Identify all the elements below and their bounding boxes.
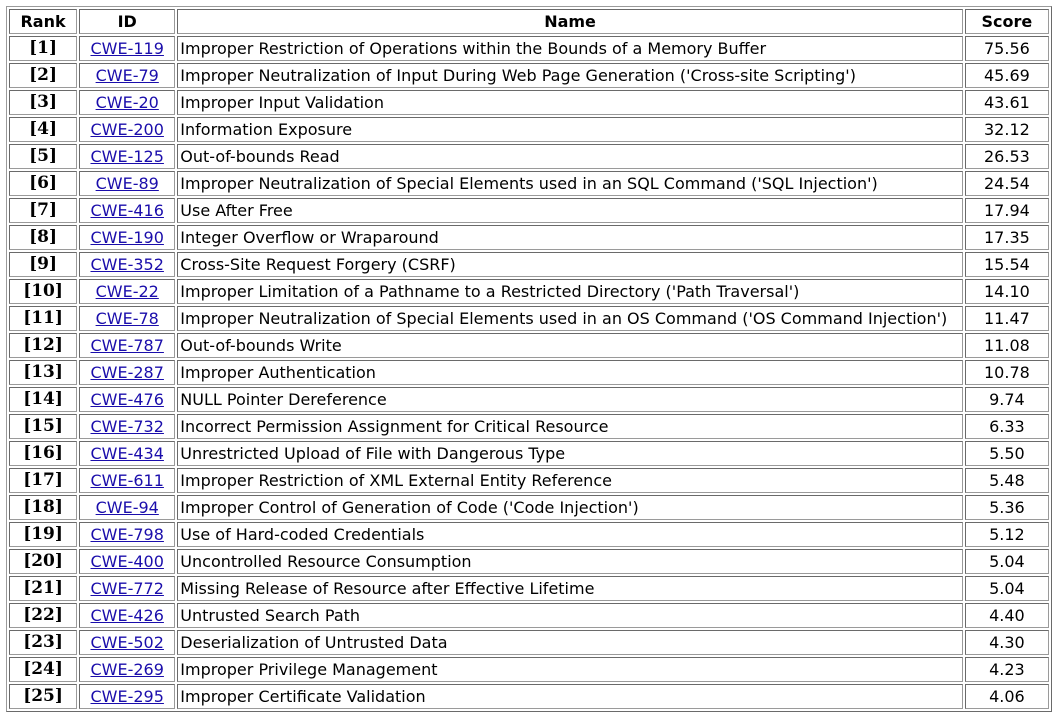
name-cell: Improper Input Validation: [177, 90, 963, 115]
id-cell: [79, 36, 175, 61]
id-cell: [79, 279, 175, 304]
table-row: [9, 306, 1049, 331]
table-row: [9, 414, 1049, 439]
table-row: [9, 171, 1049, 196]
score-cell: 11.47: [965, 306, 1049, 331]
id-cell: [79, 63, 175, 88]
table-row: [9, 630, 1049, 655]
header-row: [9, 9, 1049, 34]
cwe-id-link[interactable]: CWE-400: [90, 552, 164, 571]
score-cell: 32.12: [965, 117, 1049, 142]
rank-cell: [4]: [9, 117, 77, 142]
cwe-id-link[interactable]: CWE-416: [90, 201, 164, 220]
table-row: [9, 603, 1049, 628]
table-row: [9, 522, 1049, 547]
name-cell: Deserialization of Untrusted Data: [177, 630, 963, 655]
cwe-id-link[interactable]: CWE-732: [90, 417, 164, 436]
rank-cell: [21]: [9, 576, 77, 601]
name-cell: Out-of-bounds Write: [177, 333, 963, 358]
score-cell: 45.69: [965, 63, 1049, 88]
id-cell: [79, 225, 175, 250]
id-cell: [79, 522, 175, 547]
name-cell: Improper Neutralization of Input During Web Page Generation ('Cross-site Scripting'): [177, 63, 963, 88]
table-row: [9, 549, 1049, 574]
rank-cell: [17]: [9, 468, 77, 493]
id-cell: [79, 468, 175, 493]
score-cell: 10.78: [965, 360, 1049, 385]
id-cell: [79, 144, 175, 169]
table-row: [9, 576, 1049, 601]
name-cell: Improper Restriction of Operations within the Bounds of a Memory Buffer: [177, 36, 963, 61]
table-row: [9, 90, 1049, 115]
cwe-id-link[interactable]: CWE-269: [90, 660, 164, 679]
id-cell: [79, 414, 175, 439]
cwe-id-link[interactable]: CWE-611: [90, 471, 164, 490]
cwe-id-link[interactable]: CWE-20: [95, 93, 159, 112]
id-cell: [79, 576, 175, 601]
name-cell: Missing Release of Resource after Effective Lifetime: [177, 576, 963, 601]
id-cell: [79, 441, 175, 466]
cwe-id-link[interactable]: CWE-798: [90, 525, 164, 544]
rank-cell: [13]: [9, 360, 77, 385]
cwe-id-link[interactable]: CWE-125: [90, 147, 164, 166]
rank-cell: [16]: [9, 441, 77, 466]
header-id: ID: [79, 9, 175, 34]
table-row: [9, 117, 1049, 142]
cwe-id-link[interactable]: CWE-22: [95, 282, 159, 301]
rank-cell: [8]: [9, 225, 77, 250]
name-cell: Use of Hard-coded Credentials: [177, 522, 963, 547]
id-cell: [79, 495, 175, 520]
score-cell: 15.54: [965, 252, 1049, 277]
name-cell: Out-of-bounds Read: [177, 144, 963, 169]
cwe-id-link[interactable]: CWE-78: [95, 309, 159, 328]
table-row: [9, 387, 1049, 412]
id-cell: [79, 117, 175, 142]
table-row: [9, 63, 1049, 88]
header-name: Name: [177, 9, 963, 34]
name-cell: Improper Limitation of a Pathname to a Restricted Directory ('Path Traversal'): [177, 279, 963, 304]
score-cell: 4.06: [965, 684, 1049, 709]
rank-cell: [20]: [9, 549, 77, 574]
rank-cell: [2]: [9, 63, 77, 88]
header-score: Score: [965, 9, 1049, 34]
table-row: [9, 252, 1049, 277]
rank-cell: [3]: [9, 90, 77, 115]
table-row: [9, 144, 1049, 169]
score-cell: 43.61: [965, 90, 1049, 115]
rank-cell: [11]: [9, 306, 77, 331]
name-cell: Improper Neutralization of Special Elements used in an OS Command ('OS Command Injection'): [177, 306, 963, 331]
score-cell: 75.56: [965, 36, 1049, 61]
name-cell: Unrestricted Upload of File with Dangerous Type: [177, 441, 963, 466]
id-cell: [79, 90, 175, 115]
rank-cell: [9]: [9, 252, 77, 277]
rank-cell: [18]: [9, 495, 77, 520]
score-cell: 6.33: [965, 414, 1049, 439]
rank-cell: [6]: [9, 171, 77, 196]
cwe-id-link[interactable]: CWE-772: [90, 579, 164, 598]
score-cell: 5.04: [965, 549, 1049, 574]
name-cell: Cross-Site Request Forgery (CSRF): [177, 252, 963, 277]
name-cell: Improper Authentication: [177, 360, 963, 385]
id-cell: [79, 684, 175, 709]
score-cell: 24.54: [965, 171, 1049, 196]
id-cell: [79, 657, 175, 682]
id-cell: [79, 306, 175, 331]
id-cell: [79, 333, 175, 358]
table-row: [9, 468, 1049, 493]
table-row: [9, 495, 1049, 520]
name-cell: Improper Control of Generation of Code ('Code Injection'): [177, 495, 963, 520]
score-cell: 5.04: [965, 576, 1049, 601]
cwe-ranking-table: [6, 6, 1052, 712]
score-cell: 9.74: [965, 387, 1049, 412]
rank-cell: [15]: [9, 414, 77, 439]
rank-cell: [14]: [9, 387, 77, 412]
table-row: [9, 441, 1049, 466]
cwe-id-link[interactable]: CWE-94: [95, 498, 159, 517]
header-rank: Rank: [9, 9, 77, 34]
score-cell: 17.35: [965, 225, 1049, 250]
name-cell: Improper Neutralization of Special Elements used in an SQL Command ('SQL Injection'): [177, 171, 963, 196]
score-cell: 17.94: [965, 198, 1049, 223]
table-row: [9, 279, 1049, 304]
id-cell: [79, 387, 175, 412]
name-cell: Use After Free: [177, 198, 963, 223]
cwe-id-link[interactable]: CWE-434: [90, 444, 164, 463]
table-row: [9, 198, 1049, 223]
rank-cell: [23]: [9, 630, 77, 655]
rank-cell: [5]: [9, 144, 77, 169]
table-row: [9, 360, 1049, 385]
name-cell: Integer Overflow or Wraparound: [177, 225, 963, 250]
rank-cell: [22]: [9, 603, 77, 628]
rank-cell: [12]: [9, 333, 77, 358]
table-row: [9, 333, 1049, 358]
rank-cell: [19]: [9, 522, 77, 547]
table-row: [9, 36, 1049, 61]
table-row: [9, 684, 1049, 709]
table-header: [9, 9, 1049, 34]
score-cell: 5.12: [965, 522, 1049, 547]
score-cell: 5.48: [965, 468, 1049, 493]
name-cell: Information Exposure: [177, 117, 963, 142]
cwe-id-link[interactable]: CWE-426: [90, 606, 164, 625]
score-cell: 11.08: [965, 333, 1049, 358]
table-row: [9, 657, 1049, 682]
id-cell: [79, 603, 175, 628]
score-cell: 5.36: [965, 495, 1049, 520]
cwe-id-link[interactable]: CWE-79: [95, 66, 159, 85]
id-cell: [79, 360, 175, 385]
name-cell: Incorrect Permission Assignment for Critical Resource: [177, 414, 963, 439]
id-cell: [79, 198, 175, 223]
score-cell: 5.50: [965, 441, 1049, 466]
cwe-id-link[interactable]: CWE-190: [90, 228, 164, 247]
cwe-id-link[interactable]: CWE-287: [90, 363, 164, 382]
table-row: [9, 225, 1049, 250]
cwe-id-link[interactable]: CWE-476: [90, 390, 164, 409]
name-cell: NULL Pointer Dereference: [177, 387, 963, 412]
score-cell: 14.10: [965, 279, 1049, 304]
cwe-id-link[interactable]: CWE-119: [90, 39, 164, 58]
score-cell: 4.30: [965, 630, 1049, 655]
rank-cell: [24]: [9, 657, 77, 682]
cwe-id-link[interactable]: CWE-295: [90, 687, 164, 706]
rank-cell: [25]: [9, 684, 77, 709]
score-cell: 4.23: [965, 657, 1049, 682]
table-body: [9, 36, 1049, 709]
id-cell: [79, 171, 175, 196]
cwe-id-link[interactable]: CWE-787: [90, 336, 164, 355]
name-cell: Uncontrolled Resource Consumption: [177, 549, 963, 574]
name-cell: Improper Privilege Management: [177, 657, 963, 682]
score-cell: 26.53: [965, 144, 1049, 169]
name-cell: Improper Restriction of XML External Entity Reference: [177, 468, 963, 493]
id-cell: [79, 252, 175, 277]
rank-cell: [1]: [9, 36, 77, 61]
score-cell: 4.40: [965, 603, 1049, 628]
cwe-id-link[interactable]: CWE-502: [90, 633, 164, 652]
id-cell: [79, 549, 175, 574]
cwe-id-link[interactable]: CWE-89: [95, 174, 159, 193]
rank-cell: [10]: [9, 279, 77, 304]
cwe-id-link[interactable]: CWE-200: [90, 120, 164, 139]
rank-cell: [7]: [9, 198, 77, 223]
name-cell: Untrusted Search Path: [177, 603, 963, 628]
name-cell: Improper Certificate Validation: [177, 684, 963, 709]
cwe-id-link[interactable]: CWE-352: [90, 255, 164, 274]
id-cell: [79, 630, 175, 655]
